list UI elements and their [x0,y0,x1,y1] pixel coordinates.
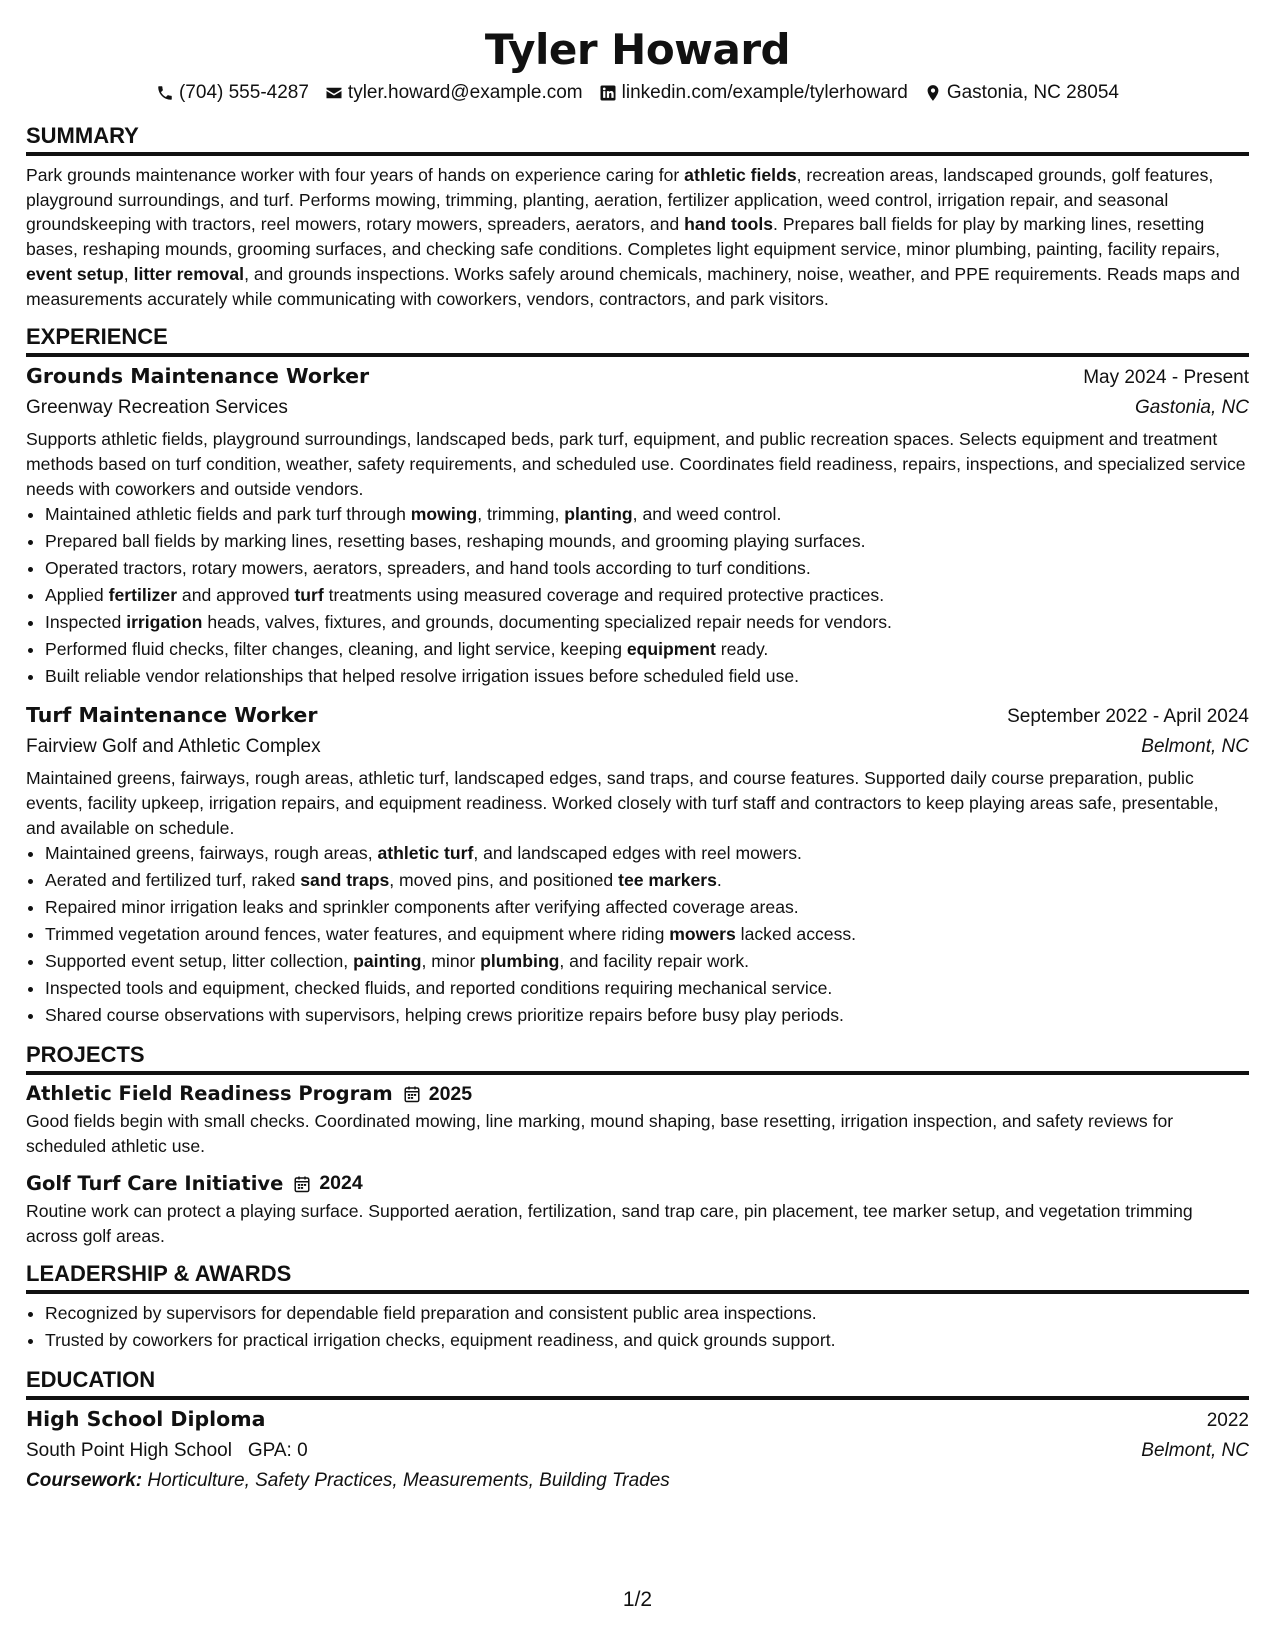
text-run: Trimmed vegetation around fences, water features, and equipment where riding [45,924,670,945]
contact-phone [156,80,309,106]
school-line [26,1436,308,1466]
text-run: . Prepares ball fields for play by marking lines, resetting bases, reshaping mounds, grooming surfaces, and checking safe conditions. Completes light equipment service, minor plumbing, painting, facility repairs, [26,214,1221,260]
text-run: ready. [715,639,769,660]
calendar-icon [403,1085,421,1103]
envelope-icon [325,84,343,102]
coursework [26,1466,1249,1496]
gpa: GPA: 0 [247,1440,308,1462]
text-run: lacked access. [735,924,857,945]
email-link[interactable]: tyler.howard@example.com [347,82,583,103]
leadership-item: • Trusted by coworkers for practical irrigation checks, equipment readiness, and quick grounds support. [45,1327,1249,1354]
summary-text [26,163,1249,311]
text-run: , [123,263,134,284]
text-run: Shared course observations with supervisors, helping crews prioritize repairs before busy play periods. [45,1005,844,1026]
keyword-highlight: event setup [26,263,124,284]
coursework-list: Horticulture, Safety Practices, Measurements, Building Trades [147,1470,670,1492]
job-description: Maintained greens, fairways, rough areas, athletic turf, landscaped edges, sand traps, and course features. Supported daily course preparation, public events, facility upkeep, irrigation repairs, and equipment readiness. Worked closely with turf staff and contractors to keep playing areas safe, presentable, and available on schedule. [26,768,1219,838]
map-pin-icon [924,84,942,102]
leadership-list [26,1300,1249,1354]
text-run: , and landscaped edges with reel mowers. [473,843,802,864]
keyword-highlight: mowers [669,924,736,945]
job-title: Grounds Maintenance Worker [26,364,370,389]
school-location: Belmont, NC [1141,1440,1249,1462]
keyword-highlight: tee markers [618,870,717,891]
job-bullet [45,840,1249,867]
job-company: Greenway Recreation Services [26,397,288,419]
text-run: Park grounds maintenance worker with four years of hands on experience caring for [26,165,685,185]
text-run: , minor [421,951,481,972]
text-run: heads, valves, fixtures, and grounds, documenting specialized repair needs for vendors. [202,612,892,633]
job-bullet [45,528,1249,555]
keyword-highlight: hand tools [684,214,774,235]
job-company: Fairview Golf and Athletic Complex [26,736,321,758]
job-bullet [45,1002,1249,1029]
leadership-item: • Recognized by supervisors for dependable field preparation and consistent public area inspections. [45,1300,1249,1327]
text-run: and approved [177,585,295,606]
degree-title: High School Diploma [26,1407,266,1432]
job-bullet-list [26,840,1249,1029]
keyword-highlight: mowing [410,504,478,525]
job-dates: September 2022 - April 2024 [1007,706,1249,728]
job-location: Belmont, NC [1141,736,1249,758]
calendar-icon [293,1175,311,1193]
linkedin-link[interactable]: linkedin.com/example/tylerhoward [621,82,908,103]
project-date [403,1083,472,1106]
text-run: Aerated and fertilized turf, raked [45,870,301,891]
job-bullet [45,975,1249,1002]
job-location: Gastonia, NC [1134,397,1249,419]
keyword-highlight: fertilizer [108,585,178,606]
project-title: Athletic Field Readiness Program [26,1082,393,1106]
keyword-highlight: painting [353,951,422,972]
job-entry [26,361,1249,690]
job-dates: May 2024 - Present [1083,367,1249,389]
text-run: Supported event setup, litter collection, [45,951,354,972]
text-run: , and grounds inspections. Works safely around chemicals, machinery, noise, weather, and PPE requirements. Reads maps and measurements accurately while communicating with coworkers, vendors, contractors, and park visitors. [26,263,1240,309]
text-run: . [716,870,722,891]
contact-bar [26,80,1249,106]
text-run: Prepared ball fields by marking lines, resetting bases, reshaping mounds, and grooming playing surfaces. [45,531,866,552]
text-run: Maintained greens, fairways, rough areas, [45,843,378,864]
job-bullet [45,636,1249,663]
text-run: Operated tractors, rotary mowers, aerators, spreaders, and hand tools according to turf conditions. [45,558,811,579]
keyword-highlight: athletic turf [377,843,474,864]
projects-section [26,1041,1249,1248]
coursework-label: Coursework: [26,1470,143,1492]
school-name: South Point High School [26,1440,232,1462]
graduation-year: 2022 [1206,1410,1249,1432]
contact-location [924,80,1119,106]
linkedin-icon [599,84,617,102]
text-run: , and weed control. [632,504,782,525]
text-run: Maintained athletic fields and park turf through [45,504,411,525]
job-entry [26,700,1249,1029]
text-run: , and facility repair work. [559,951,750,972]
job-description: Supports athletic fields, playground surroundings, landscaped beds, park turf, equipment, and public recreation spaces. Selects equipment and treatment methods based on turf condition, weather, safety requirements, and scheduled use. Coordinates field readiness, repairs, inspections, and specialized service needs with coworkers and outside vendors. [26,429,1246,499]
project-year: 2025 [428,1082,473,1105]
section-title-experience: EXPERIENCE [26,323,1249,357]
text-run: , moved pins, and positioned [389,870,619,891]
summary-section [26,122,1249,311]
keyword-highlight: litter removal [133,263,245,284]
job-bullet [45,501,1249,528]
keyword-highlight: sand traps [300,870,390,891]
keyword-highlight: planting [564,504,633,525]
keyword-highlight: irrigation [126,612,203,633]
project-description: Good fields begin with small checks. Coordinated mowing, line marking, mound shaping, base resetting, irrigation inspection, and safety reviews for scheduled athletic use. [26,1111,1174,1157]
keyword-highlight: turf [294,585,324,606]
keyword-highlight: athletic fields [684,165,797,185]
keyword-highlight: plumbing [480,951,560,972]
job-bullet [45,609,1249,636]
page-number: 1/2 [622,1588,653,1611]
section-title-leadership: LEADERSHIP & AWARDS [26,1260,1249,1294]
job-bullet [45,948,1249,975]
resume-page [26,0,1249,1496]
project-description: Routine work can protect a playing surface. Supported aeration, fertilization, sand trap care, pin placement, tee marker setup, and vegetation trimming across golf areas. [26,1200,1193,1246]
leadership-section [26,1260,1249,1354]
section-title-education: EDUCATION [26,1366,1249,1400]
project-title: Golf Turf Care Initiative [26,1171,284,1195]
project-entry [26,1079,1249,1158]
text-run: Applied [45,585,109,606]
candidate-name: Tyler Howard [484,25,791,74]
job-bullet [45,921,1249,948]
contact-email[interactable] [325,80,583,106]
keyword-highlight: equipment [626,639,716,660]
phone-text: (704) 555-4287 [178,82,309,103]
job-bullet [45,894,1249,921]
text-run: treatments using measured coverage and required protective practices. [323,585,885,606]
section-title-summary: SUMMARY [26,122,1249,156]
project-entry [26,1169,1249,1248]
text-run: Repaired minor irrigation leaks and sprinkler components after verifying affected coverage areas. [45,897,799,918]
project-year: 2024 [319,1172,363,1195]
text-run: Inspected [45,612,127,633]
text-run: Performed fluid checks, filter changes, cleaning, and light service, keeping [45,639,627,660]
education-section [26,1366,1249,1496]
job-bullet [45,582,1249,609]
location-text: Gastonia, NC 28054 [946,82,1119,103]
text-run: Built reliable vendor relationships that helped resolve irrigation issues before scheduled field use. [45,666,800,687]
experience-section [26,323,1249,1029]
project-date [293,1172,362,1195]
job-title: Turf Maintenance Worker [26,703,318,728]
contact-linkedin[interactable] [599,80,908,106]
section-title-projects: PROJECTS [26,1041,1249,1075]
phone-icon [156,84,174,102]
text-run: Inspected tools and equipment, checked fluids, and reported conditions requiring mechanical service. [45,978,833,999]
text-run: , trimming, [477,504,565,525]
job-bullet-list [26,501,1249,690]
job-bullet [45,555,1249,582]
text-run: , recreation areas, landscaped grounds, golf features, playground surroundings, and turf. Performs mowing, trimming, planting, aeration, fertilizer application, weed control, irrigation repair, and seasonal groundskeeping with tractors, reel mowers, rotary mowers, spreaders, aerators, and [26,165,1214,235]
job-bullet [45,663,1249,690]
job-bullet [45,867,1249,894]
